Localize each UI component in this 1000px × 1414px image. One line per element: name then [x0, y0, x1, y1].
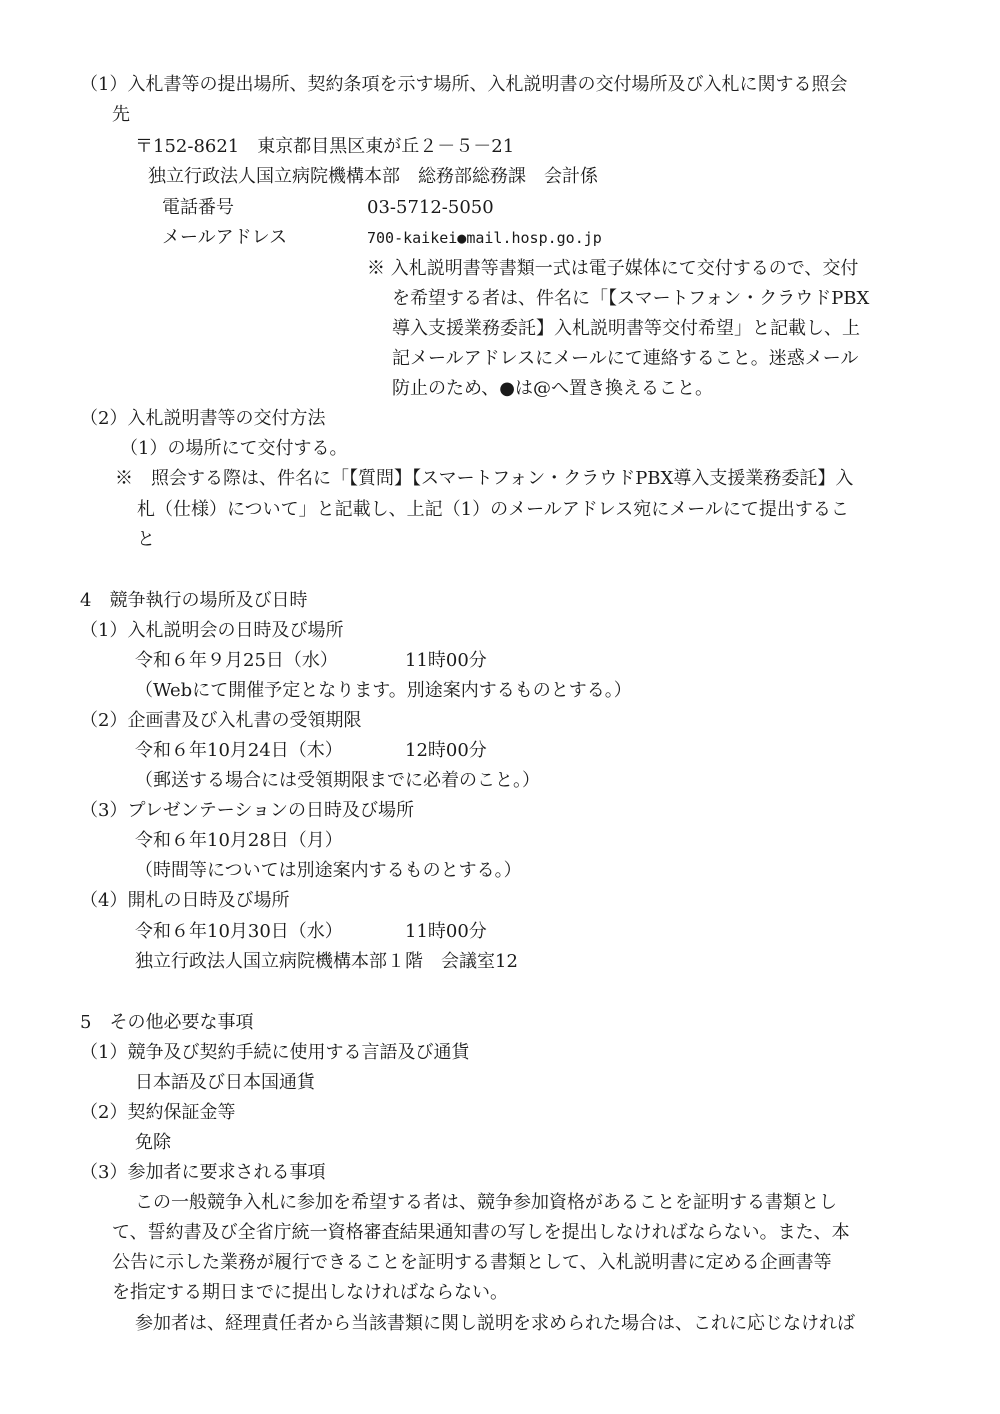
deadline-date: 令和６年10月24日（木） — [135, 740, 343, 761]
email-note-line: 記メールアドレスにメールにて連絡すること。迷惑メール — [392, 348, 859, 369]
section-2-heading: （2）入札説明書等の交付方法 — [80, 408, 326, 429]
postal-address: 〒152-8621 東京都目黒区東が丘２－５－21 — [135, 136, 515, 157]
phone-number: 03-5712-5050 — [367, 197, 494, 218]
section-1-heading: （1）入札書等の提出場所、契約条項を示す場所、入札説明書の交付場所及び入札に関する照会 — [80, 74, 848, 95]
section-2-body: （1）の場所にて交付する。 — [120, 438, 348, 459]
inquiry-note-line: ※ 照会する際は、件名に「【質問】【スマートフォン・クラウドPBX導入支援業務委託】入 — [115, 468, 854, 489]
sec5-item-2-heading: （2）契約保証金等 — [80, 1102, 236, 1123]
briefing-date: 令和６年９月25日（水） — [135, 650, 338, 671]
email-label: メールアドレス — [162, 227, 288, 248]
opening-place: 独立行政法人国立病院機構本部１階 会議室12 — [135, 951, 518, 972]
sec4-item-2-heading: （2）企画書及び入札書の受領期限 — [80, 710, 362, 731]
presentation-note: （時間等については別途案内するものとする。） — [135, 860, 522, 881]
email-note-line: ※ 入札説明書等書類一式は電子媒体にて交付するので、交付 — [367, 258, 859, 279]
deadline-note: （郵送する場合には受領期限までに必着のこと。） — [135, 770, 540, 791]
inquiry-note-line: 札（仕様）について」と記載し、上記（1）のメールアドレス宛にメールにて提出するこ — [137, 499, 849, 520]
opening-time: 11時00分 — [405, 921, 487, 942]
requirements-paragraph-line: て、誓約書及び全省庁統一資格審査結果通知書の写しを提出しなければならない。また、本 — [112, 1222, 850, 1243]
phone-label: 電話番号 — [162, 197, 234, 218]
sec4-item-3-heading: （3）プレゼンテーションの日時及び場所 — [80, 800, 415, 821]
requirements-paragraph-line: この一般競争入札に参加を希望する者は、競争参加資格があることを証明する書類とし — [135, 1192, 837, 1213]
opening-date: 令和６年10月30日（水） — [135, 921, 343, 942]
sec4-item-1-heading: （1）入札説明会の日時及び場所 — [80, 620, 344, 641]
email-note-line: を希望する者は、件名に「【スマートフォン・クラウドPBX — [392, 288, 870, 309]
briefing-note: （Webにて開催予定となります。別途案内するものとする。） — [135, 680, 632, 701]
presentation-date: 令和６年10月28日（月） — [135, 830, 343, 851]
briefing-time: 11時00分 — [405, 650, 487, 671]
sec4-item-4-heading: （4）開札の日時及び場所 — [80, 890, 290, 911]
requirements-paragraph-line: を指定する期日までに提出しなければならない。 — [112, 1282, 508, 1303]
sec5-item-3-heading: （3）参加者に要求される事項 — [80, 1162, 326, 1183]
sec5-item-1-heading: （1）競争及び契約手続に使用する言語及び通貨 — [80, 1042, 470, 1063]
organization-name: 独立行政法人国立病院機構本部 総務部総務課 会計係 — [148, 166, 598, 187]
email-note-line: 導入支援業務委託】入札説明書等交付希望」と記載し、上 — [392, 318, 860, 339]
section-1-heading-cont: 先 — [112, 104, 130, 125]
requirements-paragraph-line: 参加者は、経理責任者から当該書類に関し説明を求められた場合は、これに応じなければ — [135, 1313, 855, 1334]
email-note-line: 防止のため、●は@へ置き換えること。 — [392, 378, 713, 399]
sec5-item-2-body: 免除 — [135, 1132, 171, 1153]
section-5-title: 5 その他必要な事項 — [80, 1012, 254, 1033]
deadline-time: 12時00分 — [405, 740, 487, 761]
section-4-title: 4 競争執行の場所及び日時 — [80, 590, 308, 611]
inquiry-note-line: と — [137, 529, 155, 550]
sec5-item-1-body: 日本語及び日本国通貨 — [135, 1072, 315, 1093]
requirements-paragraph-line: 公告に示した業務が履行できることを証明する書類として、入札説明書に定める企画書等 — [112, 1252, 832, 1273]
email-address: 700-kaikei●mail.hosp.go.jp — [367, 229, 602, 247]
